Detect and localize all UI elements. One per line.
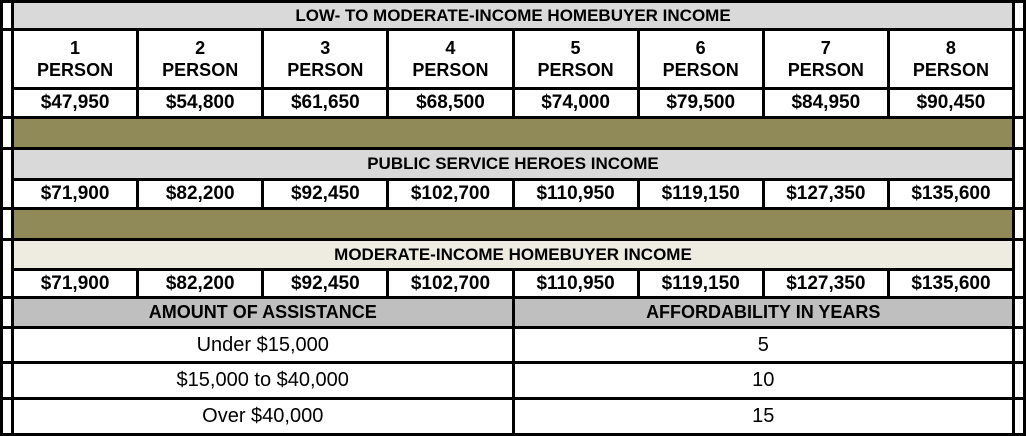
income-cell: $71,900 <box>14 271 136 296</box>
left-gutter <box>3 241 11 296</box>
income-cell: $47,950 <box>14 90 136 116</box>
affordability-years-cell: 10 <box>515 364 1013 397</box>
income-cell: $82,200 <box>139 181 261 207</box>
income-cell: $127,350 <box>765 181 887 207</box>
income-cell: $119,150 <box>640 181 762 207</box>
left-gutter <box>3 31 11 116</box>
person-header-cell <box>14 31 136 87</box>
assistance-amount-cell: Over $40,000 <box>14 400 512 433</box>
right-gutter <box>1015 31 1023 116</box>
left-gutter <box>3 400 11 433</box>
income-cell: $68,500 <box>389 90 511 116</box>
person-number: 7 <box>820 38 831 58</box>
income-cell: $127,350 <box>765 271 887 296</box>
person-header-cell <box>264 31 386 87</box>
section-title-moderate-income: MODERATE-INCOME HOMEBUYER INCOME <box>14 241 1012 268</box>
person-number: 8 <box>945 38 956 58</box>
person-number: 6 <box>695 38 706 58</box>
left-gutter <box>3 210 11 238</box>
amount-of-assistance-header: AMOUNT OF ASSISTANCE <box>14 299 512 326</box>
income-cell: $102,700 <box>389 181 511 207</box>
person-label: PERSON <box>287 60 364 80</box>
person-number: 5 <box>570 38 581 58</box>
income-cell: $84,950 <box>765 90 887 116</box>
affordability-years-cell: 15 <box>515 400 1013 433</box>
assistance-amount-cell: Under $15,000 <box>14 329 512 361</box>
income-cell: $71,900 <box>14 181 136 207</box>
right-gutter <box>1015 210 1023 238</box>
left-gutter <box>3 3 11 28</box>
person-number: 1 <box>70 38 81 58</box>
income-cell: $92,450 <box>264 271 386 296</box>
affordability-in-years-header: AFFORDABILITY IN YEARS <box>515 299 1013 326</box>
income-cell: $110,950 <box>515 271 637 296</box>
right-gutter <box>1015 241 1023 296</box>
person-label: PERSON <box>37 60 114 80</box>
right-gutter <box>1015 329 1023 361</box>
income-cell: $79,500 <box>640 90 762 116</box>
person-label: PERSON <box>662 60 739 80</box>
income-cell: $92,450 <box>264 181 386 207</box>
person-header-cell <box>389 31 511 87</box>
person-label: PERSON <box>912 60 989 80</box>
left-gutter <box>3 364 11 397</box>
income-cell: $135,600 <box>890 271 1012 296</box>
person-number: 2 <box>195 38 206 58</box>
separator-band <box>14 210 1012 238</box>
right-gutter <box>1015 400 1023 433</box>
income-cell: $102,700 <box>389 271 511 296</box>
income-cell: $119,150 <box>640 271 762 296</box>
person-header-cell <box>640 31 762 87</box>
income-cell: $135,600 <box>890 181 1012 207</box>
left-gutter <box>3 329 11 361</box>
separator-band <box>14 119 1012 147</box>
income-cell: $90,450 <box>890 90 1012 116</box>
person-header-cell <box>890 31 1012 87</box>
income-cell: $54,800 <box>139 90 261 116</box>
section-title-public-service-heroes: PUBLIC SERVICE HEROES INCOME <box>14 150 1012 178</box>
person-header-cell <box>765 31 887 87</box>
person-label: PERSON <box>787 60 864 80</box>
right-gutter <box>1015 150 1023 207</box>
income-cell: $74,000 <box>515 90 637 116</box>
left-gutter <box>3 150 11 207</box>
person-header-cell <box>139 31 261 87</box>
person-number: 4 <box>445 38 456 58</box>
affordability-years-cell: 5 <box>515 329 1013 361</box>
person-label: PERSON <box>412 60 489 80</box>
income-cell: $61,650 <box>264 90 386 116</box>
income-cell: $110,950 <box>515 181 637 207</box>
person-label: PERSON <box>537 60 614 80</box>
income-cell: $82,200 <box>139 271 261 296</box>
assistance-amount-cell: $15,000 to $40,000 <box>14 364 512 397</box>
right-gutter <box>1015 119 1023 147</box>
person-number: 3 <box>320 38 331 58</box>
left-gutter <box>3 299 11 326</box>
right-gutter <box>1015 3 1023 28</box>
left-gutter <box>3 119 11 147</box>
right-gutter <box>1015 299 1023 326</box>
person-header-cell <box>515 31 637 87</box>
right-gutter <box>1015 364 1023 397</box>
person-label: PERSON <box>162 60 239 80</box>
section-title-low-to-moderate: LOW- TO MODERATE-INCOME HOMEBUYER INCOME <box>14 3 1012 28</box>
